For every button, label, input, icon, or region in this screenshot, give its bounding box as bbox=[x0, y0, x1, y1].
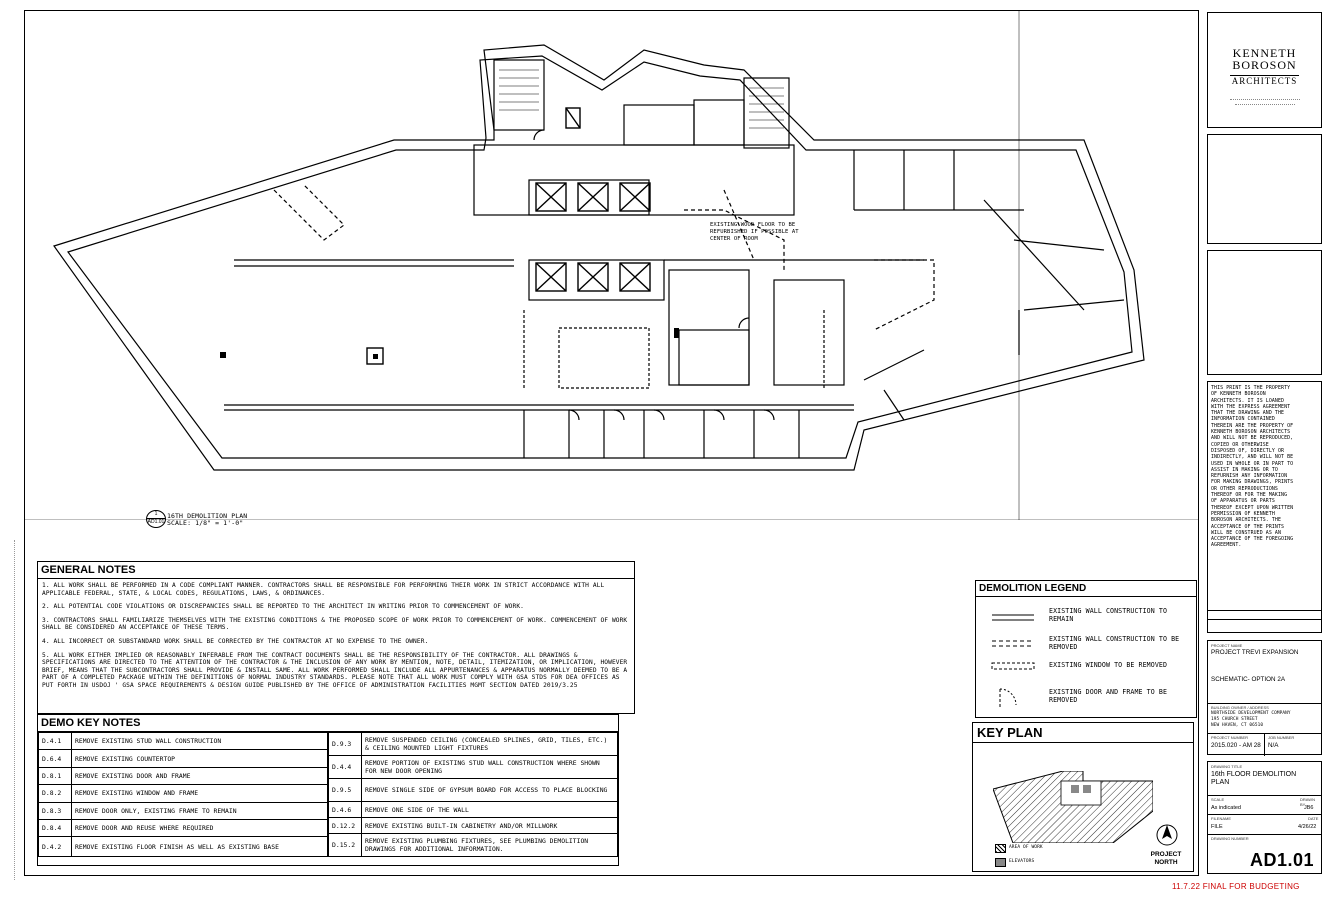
general-note: 1. ALL WORK SHALL BE PERFORMED IN A CODE COMPLIANT MANNER. CONTRACTORS SHALL BE RESPONSIBLE FOR PERFORMING THEIR WORK IN STRICT ACCORDANCE WITH ALL APPLICABLE FEDERAL, STATE, & LOCAL CODES, REGULATIONS, LAWS, & ORDINANCES. bbox=[42, 582, 605, 597]
table-row bbox=[329, 834, 618, 857]
table-row bbox=[329, 779, 618, 802]
table-row bbox=[329, 733, 618, 756]
key-plan-legend-elevators: ELEVATORS bbox=[1009, 859, 1035, 864]
key-code: D.9.3 bbox=[329, 733, 362, 756]
table-row bbox=[39, 733, 328, 750]
table-row bbox=[329, 756, 618, 779]
firm-name-line2: BOROSON bbox=[1232, 58, 1297, 72]
key-code: D.4.4 bbox=[329, 756, 362, 779]
building-outline bbox=[54, 45, 1144, 470]
general-notes-panel bbox=[37, 561, 635, 714]
plan-number: 1 bbox=[154, 511, 158, 517]
north-arrow-icon bbox=[1155, 823, 1179, 847]
table-row bbox=[39, 802, 328, 819]
copyright-notice: THIS PRINT IS THE PROPERTY OF KENNETH BOROSON ARCHITECTS. IT IS LOANED WITH THE EXPRESS AGREEMENT THAT THE DRAWING AND THE INFORMATION CONTAINED THEREIN ARE THE PROPERTY OF KENNETH BOROSON ARCHITECTS AND WILL NOT BE REPRODUCED, COPIED OR OTHERWISE DISPOSED OF, DIRECTLY OR INDIRECTLY, AND WILL NOT BE USED IN WHOLE OR IN PART TO ASSIST IN MAKING OR TO REFURNISH ANY INFORMATION FOR MAKING DRAWINGS, PRINTS OR OTHER REPRODUCTIONS THEREOF OR FOR THE MAKING OF APPARATUS OR PARTS THEREOF EXCEPT UPON WRITTEN PERMISSION OF KENNETH BOROSON ARCHITECTS. THE ACCEPTANCE OF THE PRINTS WILL BE CONSTRUED AS AN ACCEPTANCE OF THE FOREGOING AGREEMENT. bbox=[1211, 385, 1294, 549]
table-row bbox=[329, 818, 618, 834]
demo-key-notes-title: DEMO KEY NOTES bbox=[38, 715, 618, 732]
key-code: D.8.1 bbox=[39, 767, 72, 784]
key-plan-legend-area: AREA OF WORK bbox=[1009, 845, 1043, 850]
key-code: D.15.2 bbox=[329, 834, 362, 857]
key-code: D.9.5 bbox=[329, 779, 362, 802]
legend-item: EXISTING WALL CONSTRUCTION TO BE REMOVED bbox=[1049, 635, 1180, 651]
demolition-legend-panel bbox=[975, 580, 1197, 718]
project-number: 2015.020 - AM 28 bbox=[1211, 742, 1261, 749]
copyright-cell bbox=[1207, 381, 1322, 633]
key-text: REMOVE EXISTING FLOOR FINISH AS WELL AS EXISTING BASE bbox=[72, 837, 328, 857]
project-cell: PROJECT NAME PROJECT TREVI EXPANSION SCHEMATIC- OPTION 2A BUILDING OWNER / ADDRESS NORTHSIDE DEVELOPMENT COMPANY 195 CHURCH STREET NEW HAVEN, CT 06510 PROJECT NUMBER JOB NUMBER 2015.020 - AM 28 N/A bbox=[1207, 640, 1322, 755]
key-code: D.6.4 bbox=[39, 750, 72, 767]
key-text: REMOVE EXISTING PLUMBING FIXTURES, SEE PLUMBING DEMOLITION DRAWINGS FOR ADDITIONAL INFORMATION. bbox=[362, 834, 618, 857]
drawing-title: 16th FLOOR DEMOLITION PLAN bbox=[1211, 771, 1297, 786]
firm-logo-cell bbox=[1207, 12, 1322, 128]
client-line3: NEW HAVEN, CT 06510 bbox=[1211, 723, 1264, 728]
key-text: REMOVE DOOR AND REUSE WHERE REQUIRED bbox=[72, 820, 328, 837]
revision-table bbox=[1208, 610, 1321, 631]
general-note: 3. CONTRACTORS SHALL FAMILIARIZE THEMSELVES WITH THE EXISTING CONDITIONS & THE PROPOSED SCOPE OF WORK PRIOR TO COMMENCEMENT OF WORK. COMMENCEMENT OF WORK SHALL BE CONSIDERED AN ACCEPTANCE OF THESE TERMS. bbox=[42, 616, 628, 632]
key-plan-title: KEY PLAN bbox=[973, 723, 1193, 743]
plan-title-bubble bbox=[146, 510, 166, 528]
blank-cell bbox=[1207, 250, 1322, 375]
project-option: SCHEMATIC- OPTION 2A bbox=[1211, 676, 1286, 683]
table-row bbox=[39, 820, 328, 837]
table-row bbox=[329, 802, 618, 818]
general-note: 4. ALL INCORRECT OR SUBSTANDARD WORK SHALL BE CORRECTED BY THE CONTRACTOR AT NO EXPENSE TO THE OWNER. bbox=[42, 637, 429, 645]
plan-annotation: EXISTING WOOD FLOOR TO BE REFURBISHED IF POSSIBLE AT CENTER OF ROOM bbox=[710, 222, 799, 242]
client-line2: 195 CHURCH STREET bbox=[1211, 717, 1258, 722]
key-text: REMOVE EXISTING STUD WALL CONSTRUCTION bbox=[72, 733, 328, 750]
key-text: REMOVE SINGLE SIDE OF GYPSUM BOARD FOR ACCESS TO PLACE BLOCKING bbox=[362, 779, 618, 802]
key-text: REMOVE EXISTING COUNTERTOP bbox=[72, 750, 328, 767]
job-number: N/A bbox=[1268, 742, 1279, 749]
firm-name-line3: ARCHITECTS bbox=[1231, 76, 1298, 86]
key-text: REMOVE PORTION OF EXISTING STUD WALL CONSTRUCTION WHERE SHOWN FOR NEW DOOR OPENING bbox=[362, 756, 618, 779]
key-plan-diagram bbox=[993, 771, 1153, 843]
key-text: REMOVE EXISTING WINDOW AND FRAME bbox=[72, 785, 328, 802]
plan-title: 16TH DEMOLITION PLAN bbox=[167, 512, 248, 520]
stamp-cell bbox=[1207, 134, 1322, 244]
status-stamp: 11.7.22 FINAL FOR BUDGETING bbox=[1172, 882, 1300, 891]
client-line1: NORTHSIDE DEVELOPMENT COMPANY bbox=[1211, 711, 1291, 716]
legend-symbols bbox=[990, 603, 1040, 715]
legend-item: EXISTING WALL CONSTRUCTION TO REMAIN bbox=[1049, 607, 1168, 623]
plan-scale: SCALE: 1/8" = 1'-0" bbox=[167, 519, 244, 527]
demolition-legend-title: DEMOLITION LEGEND bbox=[976, 581, 1196, 597]
plan-ref: AD1.01 bbox=[147, 519, 165, 525]
table-row bbox=[39, 767, 328, 784]
demo-key-notes-panel bbox=[37, 714, 619, 866]
drawing-info-cell: DRAWING TITLE 16th FLOOR DEMOLITION PLAN SCALE DRAWN BY As indicated JB6 FILENAME DATE FILE 4/26/22 DRAWING NUMBER AD1.01 bbox=[1207, 761, 1322, 874]
table-row bbox=[39, 785, 328, 802]
drawing-scale: As indicated bbox=[1211, 805, 1241, 811]
key-text: REMOVE EXISTING BUILT-IN CABINETRY AND/OR MILLWORK bbox=[362, 818, 618, 834]
project-name: PROJECT TREVI EXPANSION bbox=[1211, 649, 1299, 656]
general-notes-title: GENERAL NOTES bbox=[38, 562, 634, 579]
demo-key-notes-left bbox=[38, 732, 328, 857]
table-row bbox=[39, 837, 328, 857]
general-note: 5. ALL WORK EITHER IMPLIED OR REASONABLY INFERABLE FROM THE CONTRACT DOCUMENTS SHALL BE THE RESPONSIBILITY OF THE CONTRACTOR. ALL DRAWINGS & SPECIFICATIONS ARE DIRECTED TO THE ATTENTION OF THE CONTRACTOR & THE INCLUSION OF ANY WORK BY MENTION, NOTE, DETAIL, ITEMIZATION, OR IMPLICATION, HOWEVER BRIEF, MEANS THAT THE SUBCONTRACTORS SHALL PROVIDE & INSTALL SAME. ALL WORK PERFORMED SHALL INCLUDE ALL APPURTENANCES & APPARATUS NORMALLY DEEMED TO BE A PART OF A COMPLETED PACKAGE WITHIN THE DEFINITIONS OF NORMAL INDUSTRY STANDARDS. PLEASE NOTE THAT ALL WORK MUST COMPLY WITH GSA STDS FOR DEA OFFICES AS PUT FORTH IN USDOJ ' GSA SPACE REQUIREMENTS & DESIGN GUIDE PUBLISHED BY THE OFFICE OF ADMINISTRATION FACILITIES MGMT SECTION DATED 2019/3.25 bbox=[42, 651, 628, 689]
key-code: D.8.4 bbox=[39, 820, 72, 837]
firm-name-line1: KENNETH bbox=[1232, 46, 1297, 60]
general-note: 2. ALL POTENTIAL CODE VIOLATIONS OR DISCREPANCIES SHALL BE REPORTED TO THE ARCHITECT IN WRITING PRIOR TO COMMENCEMENT OF WORK. bbox=[42, 603, 524, 611]
legend-item: EXISTING DOOR AND FRAME TO BE REMOVED bbox=[1049, 688, 1168, 704]
project-north-label: PROJECT NORTH bbox=[1150, 851, 1182, 866]
elevators-swatch bbox=[995, 858, 1006, 867]
demo-key-notes-right bbox=[328, 732, 618, 857]
key-plan-panel bbox=[972, 722, 1194, 872]
area-of-work-swatch bbox=[995, 844, 1006, 853]
sheet-side-text bbox=[14, 540, 21, 880]
filename: FILE bbox=[1211, 824, 1223, 830]
key-code: D.4.2 bbox=[39, 837, 72, 857]
drawing-date: 4/26/22 bbox=[1298, 824, 1317, 830]
table-row bbox=[39, 750, 328, 767]
key-text: REMOVE SUSPENDED CEILING (CONCEALED SPLINES, GRID, TILES, ETC.) & CEILING MOUNTED LIGHT FIXTURES bbox=[362, 733, 618, 756]
key-code: D.8.3 bbox=[39, 802, 72, 819]
key-code: D.4.1 bbox=[39, 733, 72, 750]
key-text: REMOVE DOOR ONLY, EXISTING FRAME TO REMAIN bbox=[72, 802, 328, 819]
drawn-by: JB6 bbox=[1304, 805, 1314, 811]
key-code: D.12.2 bbox=[329, 818, 362, 834]
key-code: D.8.2 bbox=[39, 785, 72, 802]
key-text: REMOVE EXISTING DOOR AND FRAME bbox=[72, 767, 328, 784]
floor-plan-16th bbox=[24, 10, 1199, 520]
key-text: REMOVE ONE SIDE OF THE WALL bbox=[362, 802, 618, 818]
key-code: D.4.6 bbox=[329, 802, 362, 818]
drawing-number: AD1.01 bbox=[1250, 850, 1315, 870]
legend-item: EXISTING WINDOW TO BE REMOVED bbox=[1049, 661, 1168, 669]
